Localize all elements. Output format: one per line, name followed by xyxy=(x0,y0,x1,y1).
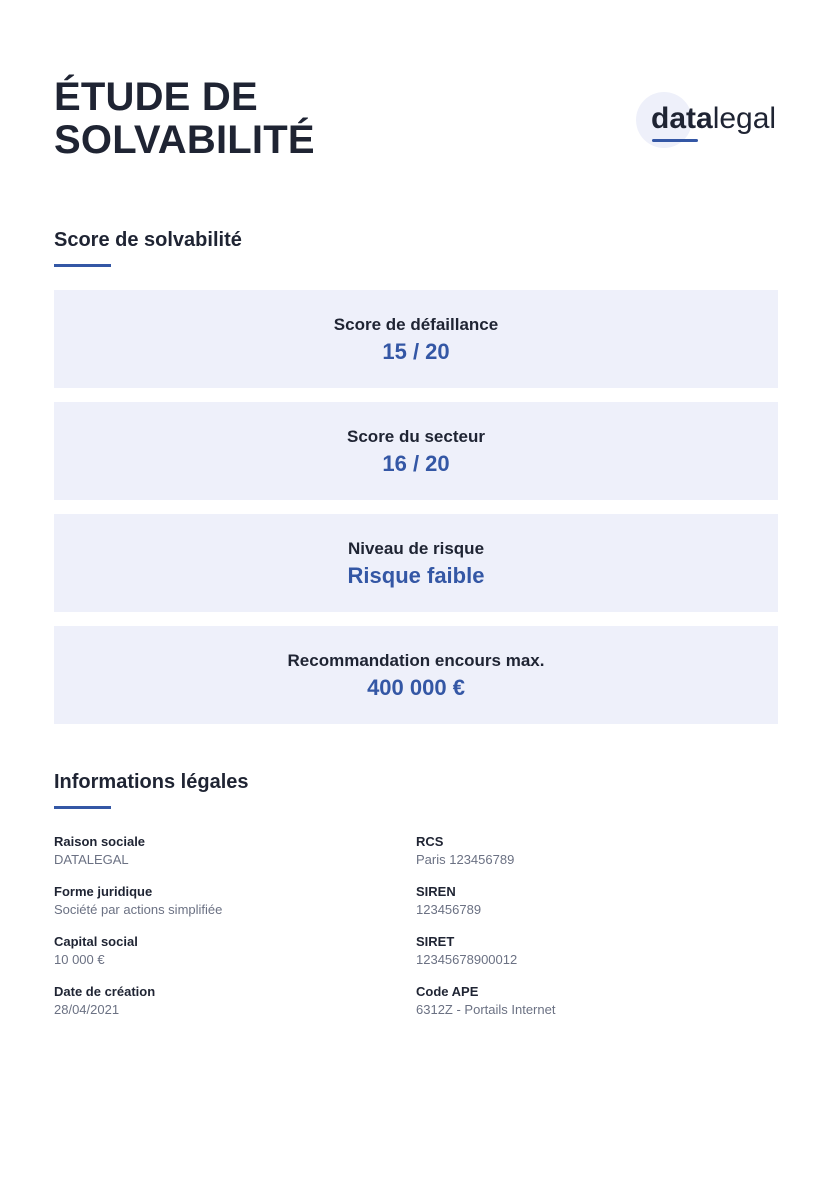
score-card-value: Risque faible xyxy=(347,563,485,588)
score-card-label: Score de défaillance xyxy=(333,315,499,334)
logo-wordmark-light: legal xyxy=(712,102,777,135)
info-code-ape xyxy=(416,983,736,1018)
info-date-creation xyxy=(54,983,374,1018)
info-capital-social xyxy=(54,933,374,968)
info-value: 123456789 xyxy=(416,902,482,917)
info-rcs xyxy=(416,833,736,868)
info-value: DATALEGAL xyxy=(54,852,129,867)
info-label: Date de création xyxy=(54,984,156,999)
info-value: 12345678900012 xyxy=(416,952,518,967)
score-section-title: Score de solvabilité xyxy=(54,229,242,251)
info-label: Capital social xyxy=(54,934,138,949)
logo-underline xyxy=(652,139,698,142)
info-value: 10 000 € xyxy=(54,952,105,967)
score-card-label: Score du secteur xyxy=(347,427,485,446)
score-card-default xyxy=(54,290,778,388)
info-siret xyxy=(416,933,736,968)
info-value: Paris 123456789 xyxy=(416,852,515,867)
info-siren xyxy=(416,883,736,918)
info-label: Forme juridique xyxy=(54,884,153,899)
info-value: 28/04/2021 xyxy=(54,1002,120,1017)
score-section-rule xyxy=(54,264,111,267)
info-label: RCS xyxy=(416,834,444,849)
legal-section-title: Informations légales xyxy=(54,771,249,793)
legal-section-rule xyxy=(54,806,111,809)
score-card-value: 16 / 20 xyxy=(382,451,450,476)
info-label: Code APE xyxy=(416,984,479,999)
score-card-label: Recommandation encours max. xyxy=(287,651,545,670)
info-value: 6312Z - Portails Internet xyxy=(416,1002,556,1017)
info-label: SIRET xyxy=(416,934,455,949)
score-card-value: 400 000 € xyxy=(367,675,465,700)
info-raison-sociale xyxy=(54,833,374,868)
score-card-credit-recommendation xyxy=(54,626,778,724)
logo-wordmark-bold: data xyxy=(651,102,713,135)
page-title-line-1: ÉTUDE DE xyxy=(54,75,258,119)
score-card-risk-level xyxy=(54,514,778,612)
info-label: SIREN xyxy=(416,884,456,899)
page-title-line-2: SOLVABILITÉ xyxy=(54,118,315,162)
logo-wordmark xyxy=(651,101,776,137)
score-card-label: Niveau de risque xyxy=(347,539,485,558)
datalegal-logo xyxy=(636,92,786,152)
score-card-sector xyxy=(54,402,778,500)
info-value: Société par actions simplifiée xyxy=(54,902,223,917)
info-label: Raison sociale xyxy=(54,834,146,849)
info-forme-juridique xyxy=(54,883,374,918)
page-title xyxy=(54,76,315,162)
score-card-value: 15 / 20 xyxy=(382,339,450,364)
